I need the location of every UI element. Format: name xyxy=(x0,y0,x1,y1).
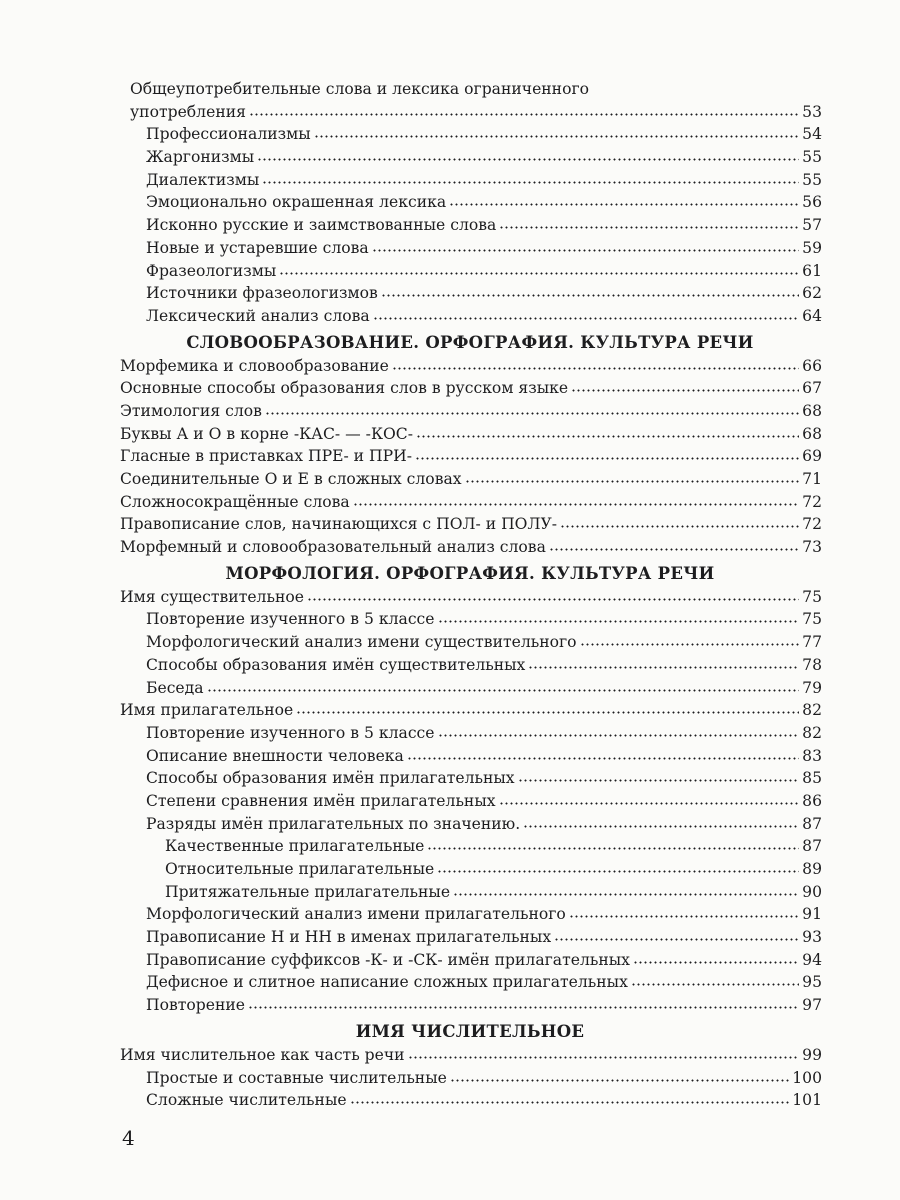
dot-leader xyxy=(279,272,799,275)
entry-page-number: 82 xyxy=(802,723,822,742)
entry-label: Диалектизмы xyxy=(146,170,260,189)
dot-leader xyxy=(438,620,800,623)
entry-page-number: 77 xyxy=(802,633,822,652)
toc-entry xyxy=(0,260,900,283)
entry-page-number: 75 xyxy=(802,587,822,606)
dot-leader xyxy=(560,525,799,528)
dot-leader xyxy=(465,480,800,483)
section-heading: ИМЯ ЧИСЛИТЕЛЬНОЕ xyxy=(355,1021,585,1041)
section-heading: СЛОВООБРАЗОВАНИЕ. ОРФОГРАФИЯ. КУЛЬТУРА РЕЧИ xyxy=(186,332,754,352)
dot-leader xyxy=(554,938,799,941)
entry-label: Беседа xyxy=(146,678,204,697)
toc-entry xyxy=(0,237,900,260)
dot-leader xyxy=(449,203,799,206)
entry-page-number: 72 xyxy=(802,492,822,511)
dot-leader xyxy=(569,915,799,918)
entry-page-number: 87 xyxy=(802,814,822,833)
entry-page-number: 100 xyxy=(792,1068,822,1087)
toc-entry xyxy=(0,790,900,813)
entry-label: Лексический анализ слова xyxy=(146,306,370,325)
dot-leader xyxy=(207,689,800,692)
entry-label: Этимология слов xyxy=(120,401,262,420)
dot-leader xyxy=(257,158,799,161)
dot-leader xyxy=(296,711,799,714)
entry-page-number: 53 xyxy=(802,102,822,121)
dot-leader xyxy=(518,779,800,782)
dot-leader xyxy=(314,135,799,138)
toc-entry xyxy=(0,423,900,446)
dot-leader xyxy=(499,802,800,805)
dot-leader xyxy=(631,983,799,986)
toc-entry xyxy=(0,169,900,192)
entry-page-number: 67 xyxy=(802,379,822,398)
dot-leader xyxy=(248,1006,799,1009)
entry-page-number: 97 xyxy=(802,996,822,1015)
entry-page-number: 75 xyxy=(802,610,822,629)
toc-entry xyxy=(0,835,900,858)
page-number: 4 xyxy=(122,1126,135,1150)
entry-page-number: 68 xyxy=(802,424,822,443)
entry-label: Описание внешности человека xyxy=(146,746,404,765)
toc-entry xyxy=(0,536,900,559)
entry-page-number: 55 xyxy=(802,148,822,167)
entry-page-number: 56 xyxy=(802,193,822,212)
toc-entry xyxy=(0,654,900,677)
dot-leader xyxy=(437,870,799,873)
toc-entry xyxy=(0,926,900,949)
toc-entry xyxy=(0,631,900,654)
toc-entry xyxy=(0,123,900,146)
entry-page-number: 90 xyxy=(802,882,822,901)
entry-label: Морфологический анализ имени прилагательного xyxy=(146,905,566,924)
entry-page-number: 87 xyxy=(802,837,822,856)
toc-entry xyxy=(0,903,900,926)
entry-label: Правописание слов, начинающихся с ПОЛ- и ПОЛУ- xyxy=(120,515,558,534)
toc-entry xyxy=(0,146,900,169)
dot-leader xyxy=(353,503,799,506)
dot-leader xyxy=(307,598,799,601)
entry-label-line1: Общеупотребительные слова и лексика ограниченного xyxy=(130,80,590,98)
dot-leader xyxy=(438,734,800,737)
entry-page-number: 57 xyxy=(802,216,822,235)
toc-entry xyxy=(0,355,900,378)
entry-label: Морфологический анализ имени существительного xyxy=(146,633,577,652)
toc-entry xyxy=(0,191,900,214)
toc-entry xyxy=(0,445,900,468)
entry-page-number: 94 xyxy=(802,950,822,969)
dot-leader xyxy=(580,643,800,646)
entry-page-number: 91 xyxy=(802,905,822,924)
toc-entry xyxy=(0,586,900,609)
entry-label: употребления xyxy=(130,102,246,121)
toc-entry xyxy=(0,377,900,400)
entry-label: Повторение изученного в 5 классе xyxy=(146,723,435,742)
entry-label: Правописание суффиксов -К- и -СК- имён прилагательных xyxy=(146,950,630,969)
toc-entry xyxy=(0,858,900,881)
entry-page-number: 72 xyxy=(802,515,822,534)
entry-label: Морфемика и словообразование xyxy=(120,356,389,375)
entry-page-number: 78 xyxy=(802,655,822,674)
dot-leader xyxy=(523,825,799,828)
toc-entry xyxy=(0,813,900,836)
entry-label: Фразеологизмы xyxy=(146,261,277,280)
dot-leader xyxy=(416,435,799,438)
entry-page-number: 59 xyxy=(802,238,822,257)
entry-label: Исконно русские и заимствованные слова xyxy=(146,216,497,235)
toc-entry xyxy=(0,699,900,722)
dot-leader xyxy=(453,893,799,896)
toc-entry xyxy=(0,305,900,328)
table-of-contents xyxy=(0,78,900,1112)
dot-leader xyxy=(372,249,799,252)
dot-leader xyxy=(499,226,799,229)
entry-label: Имя числительное как часть речи xyxy=(120,1045,405,1064)
toc-entry xyxy=(0,1067,900,1090)
toc-entry xyxy=(0,722,900,745)
toc-entry xyxy=(0,1044,900,1067)
entry-label: Основные способы образования слов в русском языке xyxy=(120,379,569,398)
toc-entry xyxy=(0,400,900,423)
toc-entry xyxy=(0,767,900,790)
entry-page-number: 89 xyxy=(802,860,822,878)
dot-leader xyxy=(549,548,799,551)
entry-label: Буквы А и О в корне -КАС- — -КОС- xyxy=(120,424,413,443)
toc-entry xyxy=(0,282,900,305)
entry-label: Дефисное и слитное написание сложных прилагательных xyxy=(146,973,628,992)
dot-leader xyxy=(408,1056,800,1059)
entry-page-number: 73 xyxy=(802,538,822,557)
entry-label: Морфемный и словообразовательный анализ слова xyxy=(120,538,546,557)
entry-page-number: 99 xyxy=(802,1045,822,1064)
dot-leader xyxy=(392,367,799,370)
entry-page-number: 61 xyxy=(802,261,822,280)
entry-label: Правописание Н и НН в именах прилагательных xyxy=(146,928,552,947)
entry-label: Относительные прилагательные xyxy=(165,860,435,878)
toc-entry xyxy=(0,745,900,768)
toc-entry xyxy=(0,468,900,491)
entry-page-number: 62 xyxy=(802,284,822,303)
section-heading: МОРФОЛОГИЯ. ОРФОГРАФИЯ. КУЛЬТУРА РЕЧИ xyxy=(225,563,715,583)
dot-leader xyxy=(633,961,799,964)
entry-page-number: 86 xyxy=(802,791,822,810)
entry-label: Качественные прилагательные xyxy=(165,837,425,856)
entry-label: Степени сравнения имён прилагательных xyxy=(146,791,496,810)
entry-page-number: 95 xyxy=(802,973,822,992)
entry-label: Имя существительное xyxy=(120,587,304,606)
toc-entry xyxy=(0,881,900,904)
entry-label: Сложные числительные xyxy=(146,1091,347,1110)
toc-entry xyxy=(0,513,900,536)
toc-entry xyxy=(0,949,900,972)
toc-entry xyxy=(0,214,900,237)
dot-leader xyxy=(265,412,799,415)
entry-label: Соединительные О и Е в сложных словах xyxy=(120,470,462,488)
entry-label: Повторение изученного в 5 классе xyxy=(146,610,435,629)
dot-leader xyxy=(381,294,799,297)
entry-page-number: 101 xyxy=(792,1091,822,1110)
entry-page-number: 55 xyxy=(802,170,822,189)
entry-page-number: 83 xyxy=(802,746,822,765)
toc-entry xyxy=(0,971,900,994)
dot-leader xyxy=(450,1079,789,1082)
entry-label: Профессионализмы xyxy=(146,125,311,144)
dot-leader xyxy=(415,457,799,460)
entry-label: Жаргонизмы xyxy=(146,148,255,167)
entry-label: Простые и составные числительные xyxy=(146,1068,447,1087)
dot-leader xyxy=(262,181,799,184)
entry-page-number: 79 xyxy=(802,678,822,697)
dot-leader xyxy=(571,389,799,392)
entry-label: Источники фразеологизмов xyxy=(146,284,378,303)
toc-entry xyxy=(0,101,900,124)
entry-page-number: 93 xyxy=(802,928,822,947)
toc-entry xyxy=(0,677,900,700)
toc-entry xyxy=(0,491,900,514)
entry-page-number: 64 xyxy=(802,306,822,325)
toc-entry xyxy=(0,608,900,631)
entry-page-number: 85 xyxy=(802,769,822,788)
toc-entry xyxy=(0,1089,900,1112)
dot-leader xyxy=(427,847,799,850)
dot-leader xyxy=(350,1101,790,1104)
entry-label: Способы образования имён прилагательных xyxy=(146,769,515,788)
toc-entry-line xyxy=(0,78,900,101)
entry-label: Разряды имён прилагательных по значению. xyxy=(146,814,521,833)
entry-label: Имя прилагательное xyxy=(120,701,294,720)
entry-label: Гласные в приставках ПРЕ- и ПРИ- xyxy=(120,447,412,466)
toc-entry xyxy=(0,994,900,1017)
entry-label: Эмоционально окрашенная лексика xyxy=(146,193,447,212)
entry-page-number: 68 xyxy=(802,401,822,420)
entry-label: Притяжательные прилагательные xyxy=(165,882,451,901)
entry-label: Способы образования имён существительных xyxy=(146,655,526,674)
entry-page-number: 69 xyxy=(802,447,822,466)
entry-page-number: 82 xyxy=(802,701,822,720)
entry-label: Новые и устаревшие слова xyxy=(146,238,369,257)
dot-leader xyxy=(407,757,799,760)
dot-leader xyxy=(249,113,799,116)
dot-leader xyxy=(528,666,799,669)
entry-page-number: 66 xyxy=(802,356,822,375)
entry-label: Сложносокращённые слова xyxy=(120,492,350,511)
dot-leader xyxy=(373,317,799,320)
entry-label: Повторение xyxy=(146,996,246,1015)
entry-page-number: 71 xyxy=(802,470,822,488)
entry-page-number: 54 xyxy=(802,125,822,144)
